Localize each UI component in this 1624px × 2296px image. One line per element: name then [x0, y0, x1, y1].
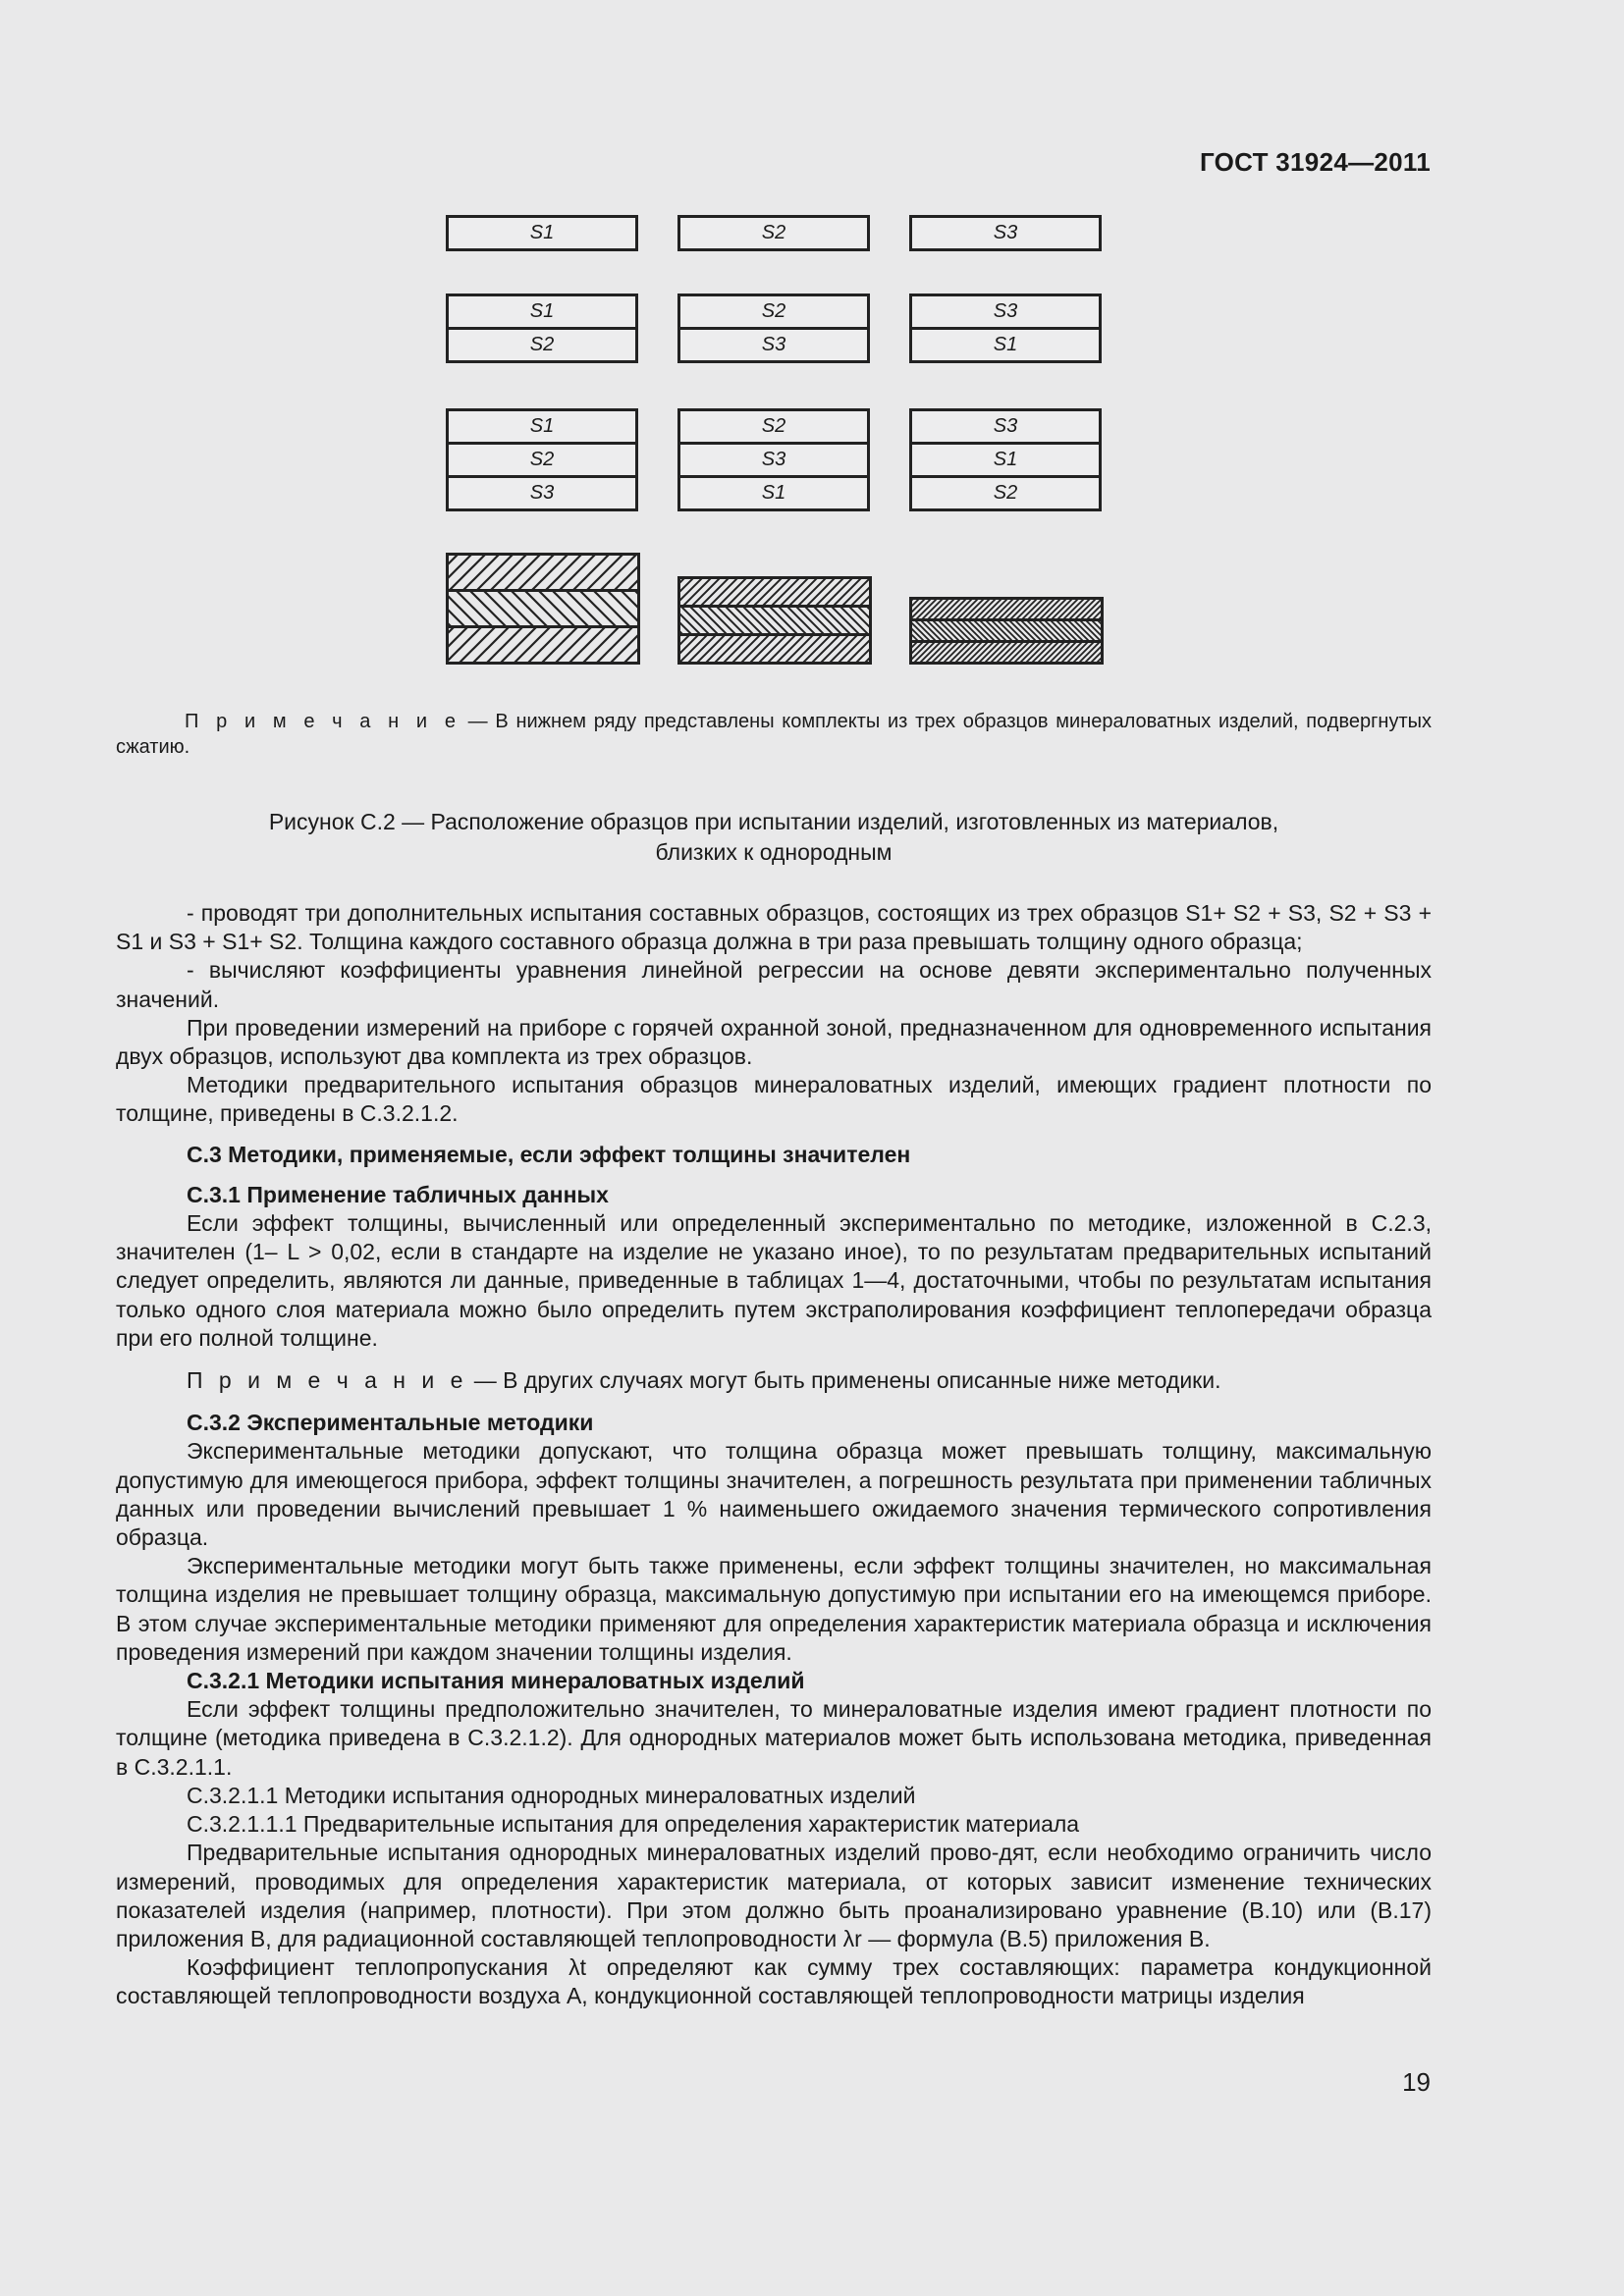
paragraph: Если эффект толщины предположительно значителен, то минераловатные изделия имеют градиент плотности по толщине (методика приведена в С.3.2.1.2). Для однородных материалов может быть использована методика, приведенная в С.3.2.1.1.: [116, 1696, 1432, 1780]
sample-cell: S2: [677, 294, 870, 330]
note-text: — В нижнем ряду представлены комплекты из трех образцов минераловатных изделий, подвергнутых сжатию.: [116, 711, 1432, 758]
stack-r3-c1: [446, 408, 638, 511]
sample-cell: S2: [909, 475, 1102, 511]
figure-note: [116, 709, 1432, 760]
paragraph: - вычисляют коэффициенты уравнения линейной регрессии на основе девяти экспериментально полученных значений.: [116, 957, 1432, 1012]
paragraph: Если эффект толщины, вычисленный или определенный экспериментально по методике, изложенной в С.2.3, значителен (1– L > 0,02, если в стандарте на изделие не указано иное), то по результатам предварительных испытаний следует определить, являются ли данные, приведенные в таблицах 1—4, достаточными, чтобы по результатам испытания только одного слоя материала можно было определить путем экстраполирования коэффициент теплопередачи образца при его полной толщине.: [116, 1210, 1432, 1351]
stack-r2-c3: [909, 294, 1102, 363]
figure-c2: [0, 0, 1624, 687]
sample-cell: S1: [909, 442, 1102, 478]
paragraph: С.3.2.1.1.1 Предварительные испытания для определения характеристик материала: [187, 1811, 1080, 1838]
paragraph: Предварительные испытания однородных минераловатных изделий прово-дят, если необходимо ограничить число измерений, проводимых для определения характеристик материала, от которых зависит изменение технических показателей изделия (например, плотности). При этом должно быть проанализировано уравнение (В.10) или (В.17) приложения В, для радиационной составляющей теплопроводности λr — формула (В.5) приложения В.: [116, 1840, 1432, 1951]
paragraph: - проводят три дополнительных испытания составных образцов, состоящих из трех образцов S1+ S2 + S3, S2 + S3 + S1 и S3 + S1+ S2. Толщина каждого составного образца должна в три раза превышать толщину одного образца;: [116, 900, 1432, 955]
page-number: 19: [1402, 2067, 1431, 2097]
compressed-stack-1: [446, 553, 640, 665]
stack-r1-c3: [909, 215, 1102, 251]
stack-r2-c1: [446, 294, 638, 363]
sample-cell: S1: [446, 408, 638, 445]
paragraph: Методики предварительного испытания образцов минераловатных изделий, имеющих градиент плотности по толщине, приведены в С.3.2.1.2.: [116, 1072, 1432, 1127]
stack-r1-c1: [446, 215, 638, 251]
sample-cell: S3: [677, 442, 870, 478]
sample-cell: S2: [446, 327, 638, 363]
stack-r2-c2: [677, 294, 870, 363]
stack-r3-c2: [677, 408, 870, 511]
page-header: ГОСТ 31924—2011: [1199, 147, 1431, 177]
sample-cell: S2: [677, 215, 870, 251]
sample-cell: S2: [446, 442, 638, 478]
note-label: П р и м е ч а н и е: [185, 711, 460, 732]
sample-cell: S3: [677, 327, 870, 363]
stack-r1-c2: [677, 215, 870, 251]
section-heading: С.3.1 Применение табличных данных: [187, 1181, 609, 1207]
paragraph: При проведении измерений на приборе с горячей охранной зоной, предназначенном для одновременного испытания двух образцов, используют два комплекта из трех образцов.: [116, 1014, 1432, 1070]
section-heading: С.3.2 Экспериментальные методики: [187, 1410, 594, 1436]
figure-caption: [116, 807, 1432, 868]
sample-cell: S3: [909, 294, 1102, 330]
note-text: — В других случаях могут быть применены описанные ниже методики.: [467, 1367, 1221, 1394]
paragraph: Экспериментальные методики могут быть также применены, если эффект толщины значителен, но максимальная толщина изделия не превышает толщину образца, максимальную допустимую при испытании его на имеющемся приборе. В этом случае экспериментальные методики применяют для определения характеристик материала образца и исключения проведения измерений при каждом значении толщины изделия.: [116, 1553, 1432, 1665]
caption-line: Рисунок С.2 — Расположение образцов при испытании изделий, изготовленных из материалов,: [268, 809, 1279, 834]
note: [116, 1366, 1432, 1395]
sample-cell: S3: [446, 475, 638, 511]
section-heading: С.3.2.1 Методики испытания минераловатных изделий: [187, 1668, 805, 1694]
body-text: [116, 899, 1432, 2011]
stack-r3-c3: [909, 408, 1102, 511]
sample-cell: S3: [909, 215, 1102, 251]
paragraph: Коэффициент теплопропускания λt определяют как сумму трех составляющих: параметра кондукционной составляющей теплопроводности воздуха A, кондукционной составляющей теплопроводности матрицы изделия: [116, 1954, 1432, 2009]
sample-cell: S1: [909, 327, 1102, 363]
sample-cell: S1: [446, 215, 638, 251]
paragraph: С.3.2.1.1 Методики испытания однородных минераловатных изделий: [187, 1782, 916, 1808]
sample-cell: S3: [909, 408, 1102, 445]
paragraph: Экспериментальные методики допускают, что толщина образца может превышать толщину, максимальную допустимую для имеющегося прибора, эффект толщины значителен, а погрешность результата при применении табличных данных или проведении вычислений превышает 1 % наименьшего ожидаемого значения термического сопротивления образца.: [116, 1438, 1432, 1551]
compressed-stack-3: [909, 597, 1104, 665]
sample-cell: S2: [677, 408, 870, 445]
sample-cell: S1: [677, 475, 870, 511]
sample-cell: S1: [446, 294, 638, 330]
note-label: П р и м е ч а н и е: [187, 1367, 468, 1394]
caption-line: близких к однородным: [655, 839, 893, 865]
compressed-stack-2: [677, 576, 872, 665]
section-heading: С.3 Методики, применяемые, если эффект толщины значителен: [187, 1141, 911, 1167]
